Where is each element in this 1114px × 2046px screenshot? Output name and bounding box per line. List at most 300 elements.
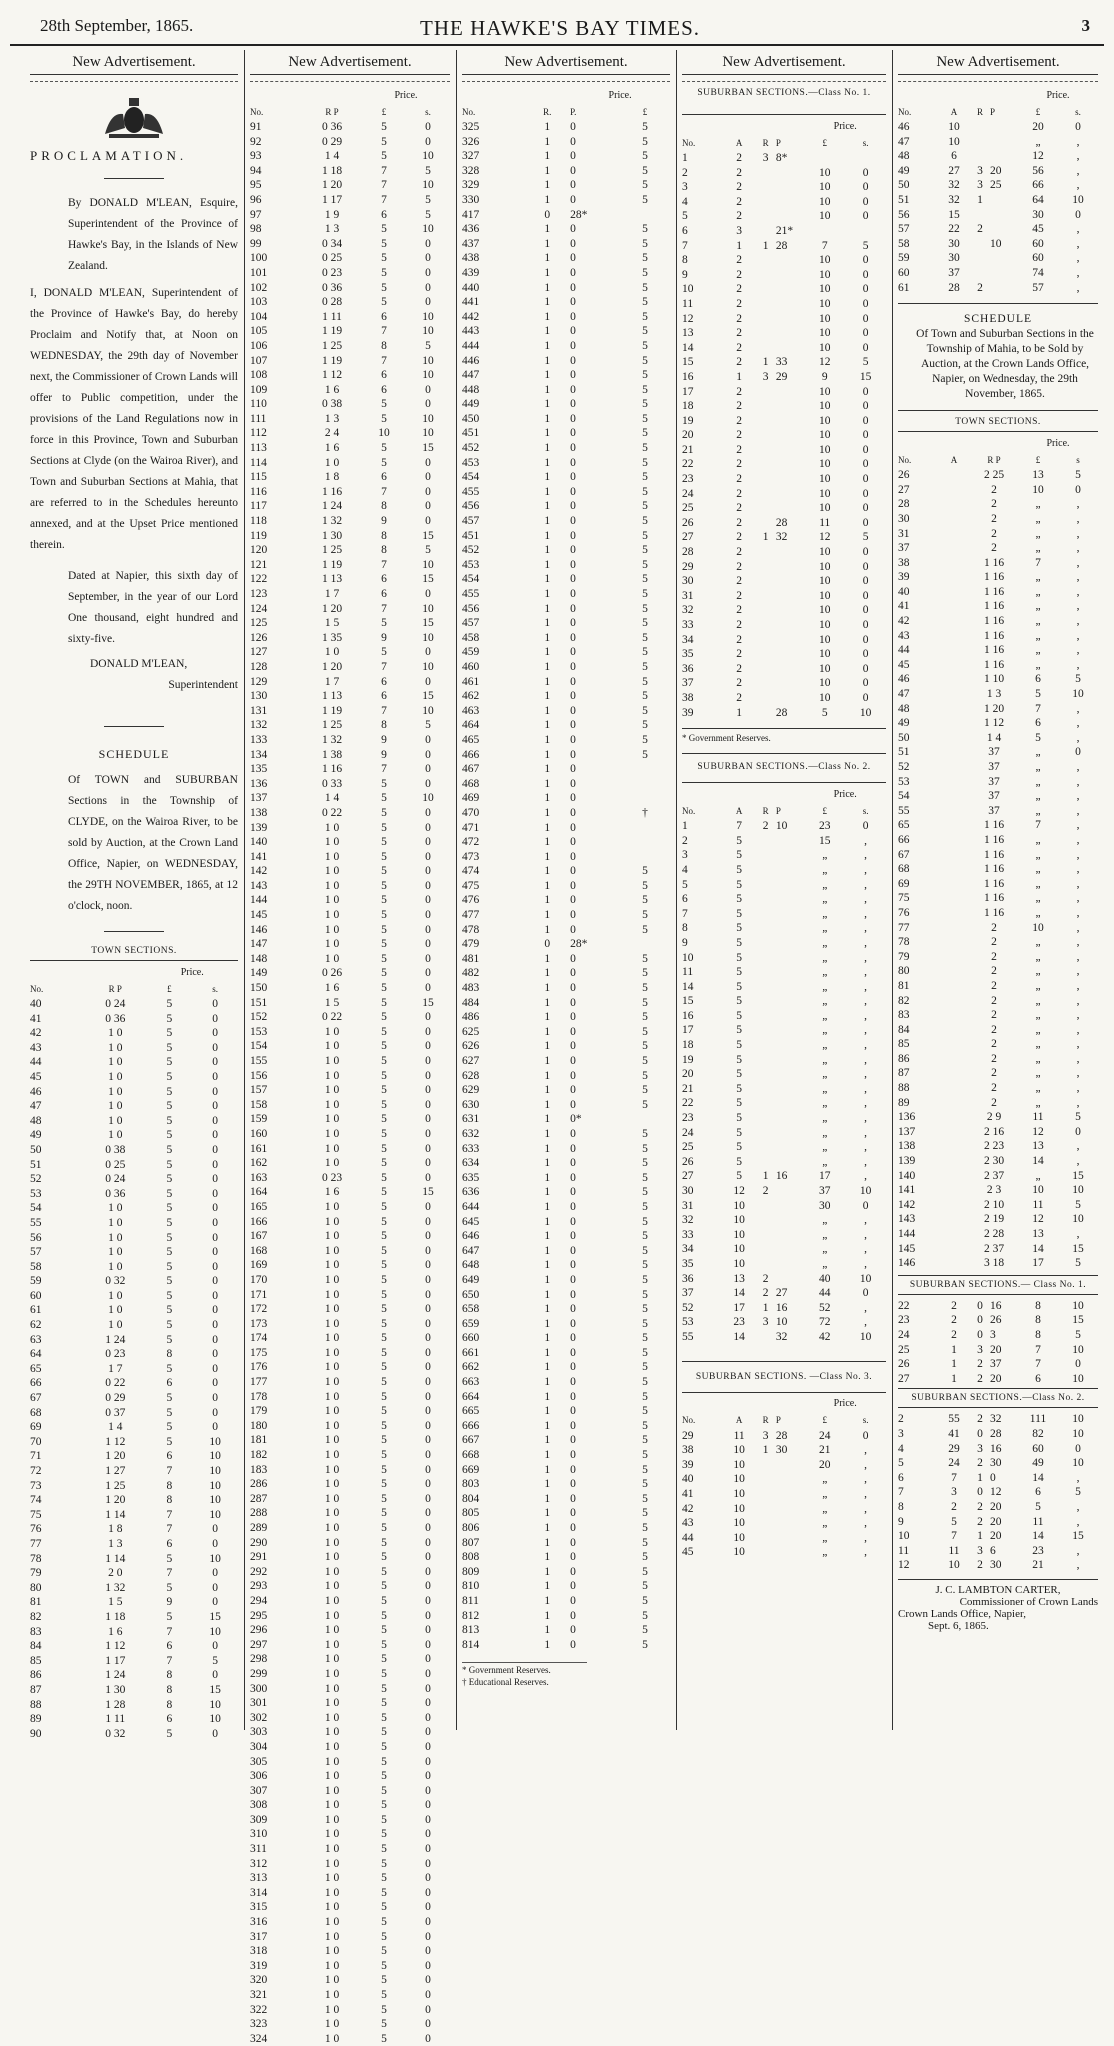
table-cell: 0 — [570, 865, 576, 878]
table-cell: 5 — [642, 1419, 648, 1432]
table-cell: , — [1076, 1067, 1080, 1080]
table-cell — [620, 937, 670, 952]
table-cell: 22 — [682, 1097, 694, 1110]
table-cell: „ — [1035, 1067, 1041, 1080]
table-cell: 5 — [425, 719, 431, 732]
table-cell: 2 — [991, 979, 997, 992]
table-cell: 2 — [736, 312, 742, 325]
table-cell: , — [1076, 994, 1080, 1007]
table-cell: 8 — [1035, 1328, 1041, 1341]
table-cell: 90 — [30, 1727, 42, 1740]
table-cell: 0 25 — [105, 1158, 126, 1171]
table-cell: 1 6 — [324, 442, 340, 455]
table-row — [898, 135, 1098, 150]
table-cell: 1 — [762, 239, 769, 252]
table-row — [462, 777, 670, 792]
table-cell — [776, 399, 805, 414]
table-cell: 1 7 — [324, 588, 340, 600]
table-cell: 2 16 — [983, 1125, 1005, 1138]
table-cell: 140 — [250, 836, 268, 849]
table-cell: 1 — [951, 1372, 957, 1385]
table-row — [462, 1550, 670, 1565]
table-cell: 5 — [381, 398, 387, 411]
table-cell: 1 — [544, 369, 551, 382]
table-cell: 1 13 — [321, 573, 343, 586]
table-cell: „ — [822, 1531, 828, 1544]
table-row — [250, 1594, 450, 1609]
table-row — [898, 1343, 1098, 1358]
table-row — [250, 499, 450, 514]
table-cell: 2 — [736, 604, 742, 617]
table-cell: 0 — [425, 1638, 431, 1651]
table-row — [250, 324, 450, 339]
table-cell: 10 — [819, 560, 831, 573]
table-row — [30, 1566, 238, 1581]
table-cell: 1 0 — [324, 1215, 340, 1228]
table-cell: 1 0 — [324, 1390, 340, 1403]
table-row — [682, 268, 886, 283]
table-cell: „ — [1035, 585, 1041, 598]
table-cell: 808 — [462, 1551, 480, 1564]
table-cell: 0 28 — [321, 296, 343, 309]
table-cell: , — [1076, 644, 1080, 657]
table-cell: 8* — [775, 152, 788, 164]
table-cell: 1 24 — [105, 1669, 126, 1682]
table-cell: 10 — [733, 1517, 745, 1530]
table-cell: 1 20 — [321, 660, 343, 673]
table-cell: 318 — [250, 1945, 268, 1958]
table-cell: 1 16 — [321, 763, 343, 776]
table-row — [250, 339, 450, 354]
table-cell: 14 — [733, 1330, 745, 1343]
table-cell: 1 — [544, 690, 551, 703]
superintendent-title: Superintendent — [168, 679, 238, 691]
column-town-sections-2 — [250, 50, 450, 2045]
table-cell: 0 — [570, 1259, 576, 1272]
table-cell: 16 — [990, 1299, 1002, 1312]
table-cell: 0 — [862, 589, 869, 602]
table-row — [250, 1565, 450, 1580]
table-row — [250, 602, 450, 617]
table-cell: 5 — [166, 1202, 173, 1215]
table-row — [462, 1463, 670, 1478]
table-cell — [776, 501, 805, 516]
table-cell: 5 — [1075, 1111, 1081, 1124]
table-row — [30, 1201, 238, 1216]
table-cell: 0 — [425, 500, 431, 513]
table-cell: 5 — [166, 1216, 173, 1229]
table-cell: 99 — [250, 237, 262, 250]
table-cell: 0 — [425, 1522, 431, 1534]
table-cell: 0 — [212, 1275, 218, 1288]
table-cell: 20 — [990, 1515, 1002, 1528]
price-label: Price. — [833, 1398, 857, 1410]
table-cell: 660 — [462, 1332, 480, 1345]
table-cell: 41 — [30, 1012, 42, 1025]
table-cell: , — [864, 1487, 868, 1500]
table-cell: 2 — [736, 473, 742, 486]
table-row — [462, 397, 670, 412]
table-cell: 476 — [462, 894, 480, 907]
table-cell: 1 — [544, 1186, 551, 1199]
table-cell — [776, 1140, 805, 1155]
table-cell: 27 — [898, 1372, 910, 1385]
table-row — [682, 965, 886, 980]
table-row — [462, 616, 670, 631]
table-cell: 1 — [544, 733, 551, 746]
table-cell: 2 4 — [324, 427, 340, 440]
table-cell: 119 — [250, 529, 267, 542]
table-cell — [755, 603, 775, 618]
table-cell: 5 — [642, 412, 648, 425]
table-row — [682, 1184, 886, 1199]
table-row — [682, 1111, 886, 1126]
table-cell: 5 — [642, 588, 648, 600]
table-row — [682, 834, 886, 849]
table-cell — [990, 266, 1018, 281]
table-cell: 114 — [250, 456, 267, 469]
table-row — [462, 470, 670, 485]
table-cell: 1 0 — [324, 2018, 340, 2031]
table-cell: 310 — [250, 1828, 268, 1841]
table-cell — [970, 251, 990, 266]
table-cell: 5 — [166, 1260, 173, 1273]
table-row — [682, 1301, 886, 1316]
table-cell — [776, 848, 805, 863]
table-cell: , — [864, 922, 868, 935]
mahia-town-sections-table — [898, 436, 1098, 1271]
table-row — [30, 1289, 238, 1304]
table-row — [250, 923, 450, 938]
table-row — [250, 791, 450, 806]
table-cell: 5 — [381, 821, 387, 834]
table-cell: 2 — [991, 498, 997, 511]
column-header: R — [762, 805, 769, 816]
table-row — [250, 412, 450, 427]
table-cell: 10 — [209, 1625, 221, 1638]
table-cell: 1 0 — [324, 1959, 340, 1972]
table-cell: 2 — [991, 1082, 997, 1095]
table-cell: 10 — [422, 792, 434, 805]
column-header: P — [775, 137, 781, 148]
table-row — [682, 1516, 886, 1531]
table-cell: 36 — [682, 662, 694, 675]
table-cell: 1 0 — [324, 1638, 340, 1651]
table-row — [250, 251, 450, 266]
table-cell: 0 — [212, 1143, 218, 1156]
table-cell: 5 — [736, 1068, 742, 1081]
table-cell: 77 — [30, 1537, 42, 1550]
table-cell: 1 — [544, 1594, 551, 1607]
table-cell: „ — [822, 995, 828, 1008]
table-cell: 5 — [1075, 1486, 1081, 1499]
table-cell — [776, 428, 805, 443]
table-cell: 0 37 — [105, 1406, 126, 1419]
table-cell: 137 — [898, 1125, 916, 1138]
table-row — [250, 1652, 450, 1667]
table-cell: 1 — [544, 1113, 551, 1126]
table-cell: 5 — [1075, 1257, 1081, 1270]
table-cell: 5 — [642, 1011, 648, 1024]
table-cell: 5 — [381, 1171, 387, 1184]
table-cell: 66 — [898, 833, 910, 846]
table-cell: 0 — [425, 1215, 431, 1228]
table-cell: 10 — [819, 195, 831, 208]
table-cell: 0 — [862, 414, 869, 427]
table-cell: 2 — [682, 166, 688, 179]
table-cell: , — [1076, 135, 1080, 148]
table-cell: 9 — [821, 370, 828, 383]
table-cell: 5 — [381, 1390, 387, 1403]
table-cell: 1 — [544, 850, 551, 863]
table-cell: 2 — [991, 950, 997, 963]
table-cell: 2 — [991, 483, 997, 496]
table-cell: 78 — [898, 936, 910, 949]
table-cell: 0 — [570, 1478, 576, 1491]
table-cell — [755, 1199, 775, 1214]
table-row — [898, 193, 1098, 208]
table-cell — [938, 804, 970, 819]
table-row — [30, 1231, 238, 1246]
table-cell: , — [864, 1316, 868, 1329]
table-cell: 0 — [425, 1667, 431, 1680]
table-cell: 3 — [977, 1544, 983, 1557]
table-row — [898, 964, 1098, 979]
table-row — [250, 1550, 450, 1565]
table-cell: , — [864, 1155, 868, 1168]
table-row — [250, 1930, 450, 1945]
table-cell — [938, 1154, 970, 1169]
table-row — [250, 1579, 450, 1594]
table-cell: 88 — [898, 1082, 910, 1095]
table-cell: 5 — [642, 617, 648, 630]
table-cell: 5 — [166, 1406, 173, 1419]
price-label: Price. — [833, 120, 857, 132]
table-row — [250, 558, 450, 573]
table-cell: 10 — [1072, 1413, 1084, 1426]
table-cell: , — [1076, 1155, 1080, 1168]
table-cell: 0 — [425, 821, 431, 834]
column-header: £ — [822, 805, 827, 816]
table-row — [250, 310, 450, 325]
table-cell: 1 38 — [321, 748, 343, 761]
table-cell: 10 — [819, 604, 831, 617]
table-row — [250, 1755, 450, 1770]
table-cell: 2 — [991, 936, 997, 949]
table-cell — [776, 936, 805, 951]
column-heading: New Advertisement. — [250, 50, 450, 75]
table-cell: 1 0 — [108, 1231, 123, 1244]
table-cell: 0 — [425, 675, 431, 688]
table-row — [462, 748, 670, 763]
table-cell — [776, 209, 805, 224]
table-cell: 1 — [544, 704, 551, 717]
table-cell: 5 — [381, 879, 387, 892]
table-cell: 5 — [642, 1390, 648, 1403]
table-row — [250, 1039, 450, 1054]
table-cell: 1 — [544, 427, 551, 440]
table-cell: 1 8 — [324, 471, 340, 484]
table-cell: 448 — [462, 383, 480, 396]
table-cell: 0 — [570, 1200, 576, 1213]
table-row — [250, 675, 450, 690]
table-row — [898, 687, 1098, 702]
table-row — [250, 164, 450, 179]
table-row — [30, 1435, 238, 1450]
table-cell: 51 — [30, 1158, 42, 1171]
table-cell: 659 — [462, 1317, 480, 1330]
table-row — [462, 1098, 670, 1113]
table-cell: 111 — [250, 412, 267, 425]
table-cell: „ — [1035, 600, 1041, 613]
table-cell: „ — [1035, 1052, 1041, 1065]
table-cell: 131 — [250, 704, 268, 717]
table-cell: 451 — [462, 427, 480, 440]
table-cell: 98 — [250, 223, 262, 236]
table-cell: 1 0 — [324, 1857, 340, 1870]
table-cell: 1 — [544, 1449, 551, 1462]
table-cell: 0 — [570, 1171, 576, 1184]
table-cell — [938, 570, 970, 585]
table-cell: 0 — [570, 923, 576, 936]
column-header: £ — [381, 106, 387, 117]
table-cell: 1 16 — [983, 819, 1005, 832]
table-cell — [938, 1008, 970, 1023]
table-cell: 1 — [762, 1444, 769, 1457]
table-row — [250, 1229, 450, 1244]
table-cell: 1 0 — [324, 879, 340, 892]
table-row — [30, 1187, 238, 1202]
table-cell: , — [864, 936, 868, 949]
table-cell: 1 18 — [105, 1610, 126, 1623]
table-cell: 10 — [1072, 1372, 1084, 1385]
table-row — [462, 164, 670, 179]
table-cell: 0 — [425, 1142, 431, 1155]
table-cell: 1 — [544, 383, 551, 396]
table-cell: 1 24 — [321, 500, 343, 513]
table-cell: 7 — [381, 558, 387, 571]
table-cell: 0 — [570, 1069, 576, 1082]
table-cell: 0 — [570, 1361, 576, 1374]
table-cell: 0 — [425, 1303, 431, 1316]
table-cell: 10 — [948, 135, 960, 148]
table-cell: , — [1076, 906, 1080, 919]
table-header-row — [682, 135, 886, 151]
table-cell: 6 — [166, 1377, 173, 1390]
table-row — [462, 1521, 670, 1536]
table-cell: 5 — [736, 1155, 742, 1168]
table-cell: 2 — [991, 542, 997, 555]
table-row — [682, 1315, 886, 1330]
table-cell: 5 — [682, 878, 688, 891]
table-cell: 42 — [682, 1502, 694, 1515]
table-cell: 10 — [819, 268, 831, 281]
table-cell: 305 — [250, 1755, 268, 1768]
table-cell: 0 — [570, 1405, 576, 1418]
table-cell: 0 — [212, 1727, 218, 1740]
table-cell: 453 — [462, 558, 480, 571]
table-cell: 1 0 — [324, 1726, 340, 1739]
table-cell: 0 — [570, 179, 576, 192]
table-row — [250, 1463, 450, 1478]
table-cell: , — [1076, 150, 1080, 163]
table-cell: 5 — [381, 281, 387, 294]
table-cell: 176 — [250, 1361, 268, 1374]
table-row — [250, 1433, 450, 1448]
table-cell: 1 16 — [983, 556, 1005, 569]
table-cell — [755, 224, 775, 239]
table-row — [250, 762, 450, 777]
table-row — [898, 1198, 1098, 1213]
table-cell: 0 — [212, 1260, 218, 1273]
table-row — [250, 149, 450, 164]
table-cell: 5 — [381, 237, 387, 250]
table-cell: , — [1076, 1559, 1080, 1572]
mahia-suburban-class1-table — [898, 1299, 1098, 1387]
table-cell: , — [1076, 863, 1080, 876]
table-cell: 477 — [462, 909, 480, 922]
table-cell: 306 — [250, 1770, 268, 1783]
table-cell: 0 — [425, 252, 431, 265]
table-row — [898, 1169, 1098, 1184]
table-cell: 37 — [990, 1358, 1002, 1371]
table-cell: 40 — [898, 585, 910, 598]
table-row — [682, 618, 886, 633]
table-row — [462, 1375, 670, 1390]
table-row — [30, 1172, 238, 1187]
table-row — [462, 135, 670, 150]
table-row — [682, 1487, 886, 1502]
table-row — [682, 195, 886, 210]
table-cell: 5 — [642, 1288, 648, 1301]
table-cell: 0 — [425, 2003, 431, 2016]
table-row — [30, 1012, 238, 1027]
table-cell: 0* — [570, 1113, 582, 1126]
table-cell: 62 — [30, 1319, 42, 1332]
table-cell: 7 — [166, 1508, 173, 1521]
table-cell — [776, 994, 805, 1009]
commissioner-title: Commissioner of Crown Lands — [959, 1595, 1098, 1608]
table-cell: , — [1076, 658, 1080, 671]
table-row — [898, 556, 1098, 571]
table-cell: „ — [822, 1487, 828, 1500]
table-cell — [776, 892, 805, 907]
table-cell: 5 — [642, 1157, 648, 1170]
table-row — [250, 1477, 450, 1492]
table-row — [462, 514, 670, 529]
table-row — [462, 251, 670, 266]
table-row — [30, 1464, 238, 1479]
table-cell: 1 — [544, 237, 551, 250]
table-cell: 326 — [462, 135, 480, 148]
table-cell: 5 — [642, 1069, 648, 1082]
table-cell: 5 — [166, 1070, 173, 1083]
table-cell: 0 — [212, 1406, 218, 1419]
column-rule — [892, 50, 893, 1730]
table-cell: 649 — [462, 1273, 480, 1286]
table-row — [898, 266, 1098, 281]
table-row — [682, 545, 886, 560]
table-cell — [938, 672, 970, 687]
table-cell: 1 — [544, 646, 551, 659]
table-cell: 12 — [819, 531, 831, 544]
table-cell: 5 — [166, 1304, 173, 1317]
table-cell: 1 0 — [324, 1916, 340, 1929]
table-cell: 155 — [250, 1055, 268, 1067]
table-row — [30, 1085, 238, 1100]
table-cell: 1 — [544, 1025, 551, 1038]
table-cell: 6 — [1035, 1486, 1041, 1499]
